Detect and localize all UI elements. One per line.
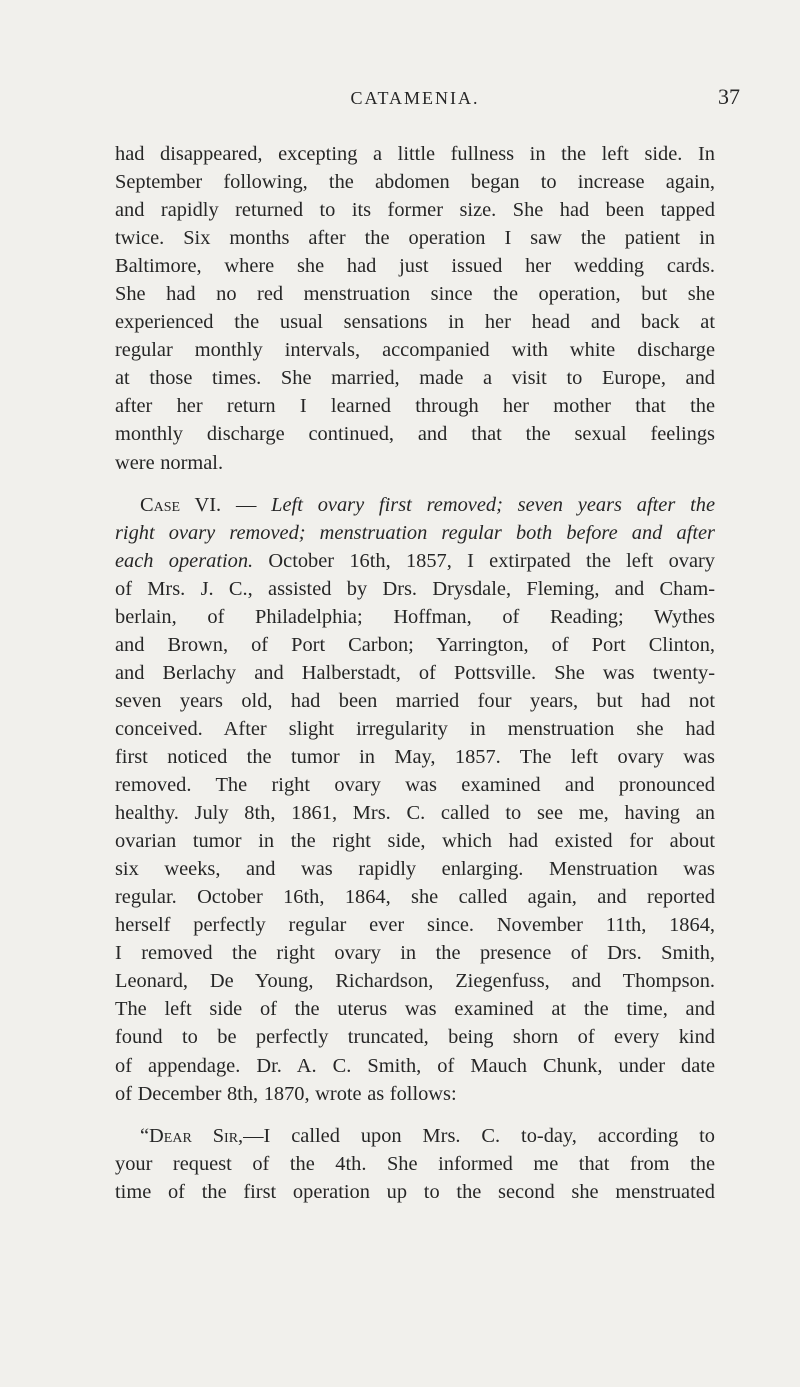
paragraph-case-vi xyxy=(115,491,715,1108)
text-line: had disappeared, excepting a little fullness in the left side. In xyxy=(115,143,715,165)
text-line: and rapidly returned to its former size. She had been tapped xyxy=(115,199,715,222)
text-line: were normal. xyxy=(115,451,224,474)
case-dash: — xyxy=(221,493,272,516)
text-span: October 16th, 1857, I extirpated the left ovary xyxy=(253,549,715,572)
text-line: berlain, of Philadelphia; Hoffman, of Reading; Wythes xyxy=(115,605,715,628)
text-line: of appendage. Dr. A. C. Smith, of Mauch Chunk, under date xyxy=(115,1054,715,1077)
text-line: at those times. She married, made a visit to Europe, and xyxy=(115,367,715,390)
text-line: of December 8th, 1870, wrote as follows: xyxy=(115,1082,457,1105)
page-number: 37 xyxy=(718,84,740,109)
text-line: experienced the usual sensations in her head and back at xyxy=(115,311,715,334)
text-line: ovarian tumor in the right side, which had existed for about xyxy=(115,830,715,853)
text-line: seven years old, had been married four years, but had not xyxy=(115,689,715,712)
paragraph-letter xyxy=(115,1122,715,1206)
body-text xyxy=(115,140,715,1206)
text-line: and Brown, of Port Carbon; Yarrington, of Port Clinton, xyxy=(115,633,715,656)
text-line: six weeks, and was rapidly enlarging. Menstruation was xyxy=(115,858,715,881)
text-span: —I called upon Mrs. C. to-day, according to xyxy=(243,1124,715,1147)
text-line: twice. Six months after the operation I saw the patient in xyxy=(115,227,715,250)
text-line: first noticed the tumor in May, 1857. The left ovary was xyxy=(115,745,715,768)
text-line xyxy=(115,547,715,575)
text-line: I removed the right ovary in the presence of Drs. Smith, xyxy=(115,942,715,965)
text-line: your request of the 4th. She informed me that from the xyxy=(115,1152,715,1175)
text-line: regular monthly intervals, accompanied with white discharge xyxy=(115,339,715,362)
case-title-italic: each operation. xyxy=(115,549,254,572)
text-line: after her return I learned through her mother that the xyxy=(115,395,715,418)
text-line: The left side of the uterus was examined at the time, and xyxy=(115,998,715,1021)
text-line: herself perfectly regular ever since. November 11th, 1864, xyxy=(115,914,715,937)
text-line: found to be perfectly truncated, being shorn of every kind xyxy=(115,1026,715,1049)
case-title-italic: right ovary removed; menstruation regular both before and after xyxy=(115,521,715,544)
text-line: time of the first operation up to the second she menstruated xyxy=(115,1180,715,1203)
text-line: Leonard, De Young, Richardson, Ziegenfuss, and Thompson. xyxy=(115,970,715,993)
case-heading-line xyxy=(115,519,715,547)
paragraph-1 xyxy=(115,140,715,477)
letter-salutation: “Dear Sir, xyxy=(140,1124,244,1147)
paragraph-gap xyxy=(115,477,715,491)
text-line: regular. October 16th, 1864, she called again, and reported xyxy=(115,886,715,909)
case-title-italic: Left ovary first removed; seven years after the xyxy=(271,493,715,516)
text-line: conceived. After slight irregularity in menstruation she had xyxy=(115,717,715,740)
text-line: monthly discharge continued, and that the sexual feelings xyxy=(115,423,715,446)
text-line: removed. The right ovary was examined and pronounced xyxy=(115,774,715,797)
running-title: CATAMENIA. xyxy=(350,88,480,108)
page-header xyxy=(115,84,740,114)
text-line: She had no red menstruation since the operation, but she xyxy=(115,283,715,306)
case-heading-line xyxy=(115,491,715,519)
text-line: Baltimore, where she had just issued her wedding cards. xyxy=(115,255,715,278)
text-line: and Berlachy and Halberstadt, of Pottsville. She was twenty- xyxy=(115,661,715,684)
text-line: of Mrs. J. C., assisted by Drs. Drysdale, Fleming, and Cham- xyxy=(115,577,715,600)
text-line: healthy. July 8th, 1861, Mrs. C. called to see me, having an xyxy=(115,802,715,825)
text-line: September following, the abdomen began to increase again, xyxy=(115,171,715,194)
case-label: Case VI. xyxy=(140,493,222,516)
letter-first-line xyxy=(115,1122,715,1150)
paragraph-gap xyxy=(115,1108,715,1122)
